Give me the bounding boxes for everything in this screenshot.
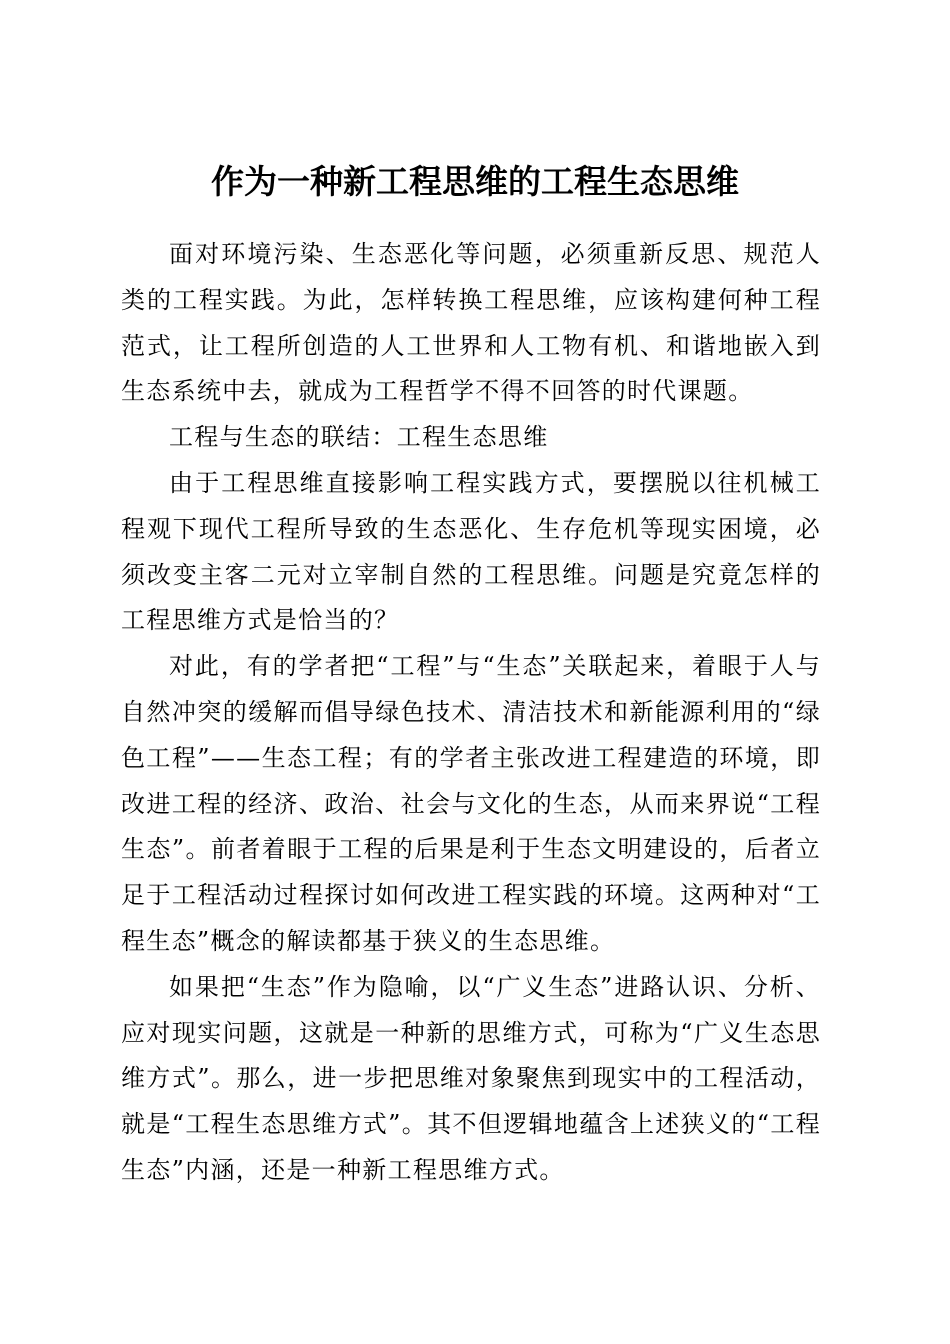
- section-heading: 工程与生态的联结：工程生态思维: [169, 423, 549, 452]
- paragraph-broad-ecology: 如果把“生态”作为隐喻，以“广义生态”进路认识、分析、应对现实问题，这就是一种新的思维方式，可称为“广义生态思维方式”。那么，进一步把思维对象聚焦到现实中的工程活动，就是“工程生态思维方式”。其不但逻辑地蕴含上述狭义的“工程生态”内涵，还是一种新工程思维方式。: [121, 972, 821, 1184]
- paragraph-scholar-views: 对此，有的学者把“工程”与“生态”关联起来，着眼于人与自然冲突的缓解而倡导绿色技术、清洁技术和新能源利用的“绿色工程”——生态工程；有的学者主张改进工程建造的环境，即改进工程的经济、政治、社会与文化的生态，从而来界说“工程生态”。前者着眼于工程的后果是利于生态文明建设的，后者立足于工程活动过程探讨如何改进工程实践的环境。这两种对“工程生态”概念的解读都基于狭义的生态思维。: [121, 652, 821, 955]
- document-body: [121, 232, 821, 1194]
- paragraph-intro: 面对环境污染、生态恶化等问题，必须重新反思、规范人类的工程实践。为此，怎样转换工程思维，应该构建何种工程范式，让工程所创造的人工世界和人工物有机、和谐地嵌入到生态系统中去，就成为工程哲学不得不回答的时代课题。: [121, 240, 821, 406]
- paragraph-engineering-thinking: 由于工程思维直接影响工程实践方式，要摆脱以往机械工程观下现代工程所导致的生态恶化、生存危机等现实困境，必须改变主客二元对立宰制自然的工程思维。问题是究竟怎样的工程思维方式是恰当的？: [121, 468, 821, 635]
- document-title: 作为一种新工程思维的工程生态思维: [211, 162, 739, 202]
